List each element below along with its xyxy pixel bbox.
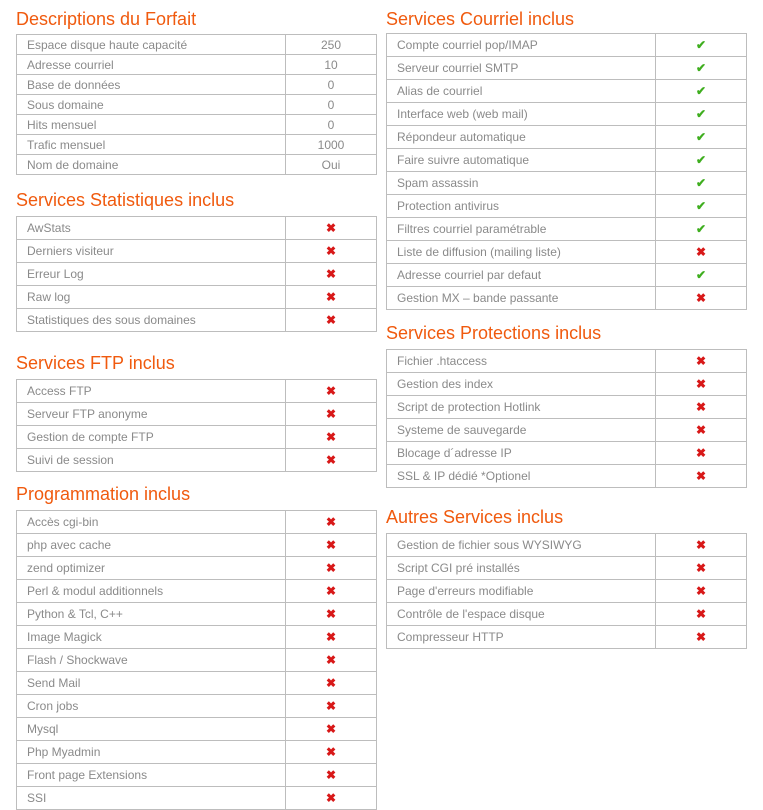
row-status bbox=[656, 34, 747, 57]
cross-icon: ✖ bbox=[325, 313, 337, 327]
row-label: Script de protection Hotlink bbox=[387, 396, 656, 419]
check-icon: ✔ bbox=[695, 176, 707, 190]
row-label: Raw log bbox=[17, 286, 286, 309]
cross-icon: ✖ bbox=[325, 745, 337, 759]
check-icon: ✔ bbox=[695, 107, 707, 121]
section-ftp bbox=[16, 352, 175, 374]
cross-icon: ✖ bbox=[325, 384, 337, 398]
row-label: Erreur Log bbox=[17, 263, 286, 286]
row-status bbox=[286, 217, 377, 240]
row-label: Sous domaine bbox=[17, 95, 286, 115]
row-label: Gestion des index bbox=[387, 373, 656, 396]
ftp-table bbox=[16, 379, 377, 472]
row-value: 250 bbox=[286, 35, 377, 55]
courriel-table bbox=[386, 33, 747, 310]
row-status bbox=[656, 126, 747, 149]
cross-icon: ✖ bbox=[695, 377, 707, 391]
row-status bbox=[656, 465, 747, 488]
cross-icon: ✖ bbox=[325, 407, 337, 421]
table-row bbox=[387, 580, 747, 603]
forfait-table bbox=[16, 34, 377, 175]
row-label: Send Mail bbox=[17, 672, 286, 695]
cross-icon: ✖ bbox=[325, 768, 337, 782]
table-row bbox=[17, 217, 377, 240]
row-label: Serveur courriel SMTP bbox=[387, 57, 656, 80]
stats-table bbox=[16, 216, 377, 332]
row-label: Suivi de session bbox=[17, 449, 286, 472]
table-row bbox=[17, 649, 377, 672]
row-label: Protection antivirus bbox=[387, 195, 656, 218]
row-status bbox=[656, 373, 747, 396]
row-label: Script CGI pré installés bbox=[387, 557, 656, 580]
check-icon: ✔ bbox=[695, 199, 707, 213]
cross-icon: ✖ bbox=[325, 607, 337, 621]
protections-table bbox=[386, 349, 747, 488]
row-status bbox=[286, 511, 377, 534]
cross-icon: ✖ bbox=[695, 245, 707, 259]
row-status bbox=[286, 309, 377, 332]
row-label: Liste de diffusion (mailing liste) bbox=[387, 241, 656, 264]
row-status bbox=[286, 741, 377, 764]
row-label: Base de données bbox=[17, 75, 286, 95]
table-row bbox=[17, 95, 377, 115]
table-row bbox=[387, 126, 747, 149]
row-label: Adresse courriel par defaut bbox=[387, 264, 656, 287]
table-row bbox=[387, 34, 747, 57]
section-protections bbox=[386, 322, 601, 344]
table-row bbox=[387, 442, 747, 465]
row-label: php avec cache bbox=[17, 534, 286, 557]
table-row bbox=[387, 626, 747, 649]
table-row bbox=[387, 103, 747, 126]
cross-icon: ✖ bbox=[695, 607, 707, 621]
section-courriel bbox=[386, 8, 574, 30]
row-label: Gestion de compte FTP bbox=[17, 426, 286, 449]
cross-icon: ✖ bbox=[325, 699, 337, 713]
table-row bbox=[17, 426, 377, 449]
row-status bbox=[286, 263, 377, 286]
table-row bbox=[17, 403, 377, 426]
row-label: Faire suivre automatique bbox=[387, 149, 656, 172]
row-label: Espace disque haute capacité bbox=[17, 35, 286, 55]
cross-icon: ✖ bbox=[325, 791, 337, 805]
row-status bbox=[656, 172, 747, 195]
row-status bbox=[286, 695, 377, 718]
cross-icon: ✖ bbox=[325, 630, 337, 644]
row-label: Interface web (web mail) bbox=[387, 103, 656, 126]
row-label: Python & Tcl, C++ bbox=[17, 603, 286, 626]
section-stats bbox=[16, 189, 234, 211]
row-label: Compresseur HTTP bbox=[387, 626, 656, 649]
section-title: Programmation inclus bbox=[16, 484, 191, 504]
row-label: Serveur FTP anonyme bbox=[17, 403, 286, 426]
row-status bbox=[656, 218, 747, 241]
row-status bbox=[656, 603, 747, 626]
cross-icon: ✖ bbox=[325, 453, 337, 467]
check-icon: ✔ bbox=[695, 130, 707, 144]
table-row bbox=[387, 373, 747, 396]
table-row bbox=[17, 135, 377, 155]
cross-icon: ✖ bbox=[695, 538, 707, 552]
section-title: Services Courriel inclus bbox=[386, 9, 575, 29]
row-label: Derniers visiteur bbox=[17, 240, 286, 263]
cross-icon: ✖ bbox=[325, 244, 337, 258]
table-row bbox=[387, 557, 747, 580]
row-status bbox=[286, 580, 377, 603]
row-label: Accès cgi-bin bbox=[17, 511, 286, 534]
cross-icon: ✖ bbox=[325, 430, 337, 444]
row-status bbox=[286, 672, 377, 695]
table-row bbox=[387, 465, 747, 488]
row-label: Perl & modul additionnels bbox=[17, 580, 286, 603]
row-status bbox=[656, 241, 747, 264]
row-status bbox=[656, 80, 747, 103]
row-label: Adresse courriel bbox=[17, 55, 286, 75]
section-title: Services Protections inclus bbox=[386, 323, 602, 343]
cross-icon: ✖ bbox=[695, 469, 707, 483]
row-status bbox=[286, 240, 377, 263]
row-status bbox=[656, 195, 747, 218]
row-status bbox=[656, 626, 747, 649]
row-status bbox=[286, 557, 377, 580]
row-label: Contrôle de l'espace disque bbox=[387, 603, 656, 626]
row-value: 10 bbox=[286, 55, 377, 75]
row-label: SSI bbox=[17, 787, 286, 810]
cross-icon: ✖ bbox=[325, 653, 337, 667]
row-status bbox=[286, 403, 377, 426]
row-label: Mysql bbox=[17, 718, 286, 741]
table-row bbox=[17, 115, 377, 135]
table-row bbox=[17, 55, 377, 75]
cross-icon: ✖ bbox=[695, 423, 707, 437]
section-title: Descriptions du Forfait bbox=[16, 9, 197, 29]
cross-icon: ✖ bbox=[695, 291, 707, 305]
cross-icon: ✖ bbox=[325, 515, 337, 529]
row-label: Image Magick bbox=[17, 626, 286, 649]
row-status bbox=[656, 557, 747, 580]
prog-table bbox=[16, 510, 377, 810]
row-label: Fichier .htaccess bbox=[387, 350, 656, 373]
row-status bbox=[286, 787, 377, 810]
row-value: 0 bbox=[286, 115, 377, 135]
table-row bbox=[387, 287, 747, 310]
cross-icon: ✖ bbox=[695, 446, 707, 460]
row-status bbox=[656, 419, 747, 442]
row-status bbox=[286, 449, 377, 472]
check-icon: ✔ bbox=[695, 84, 707, 98]
table-row bbox=[17, 309, 377, 332]
cross-icon: ✖ bbox=[325, 722, 337, 736]
section-title: Services FTP inclus bbox=[16, 353, 175, 373]
table-row bbox=[17, 449, 377, 472]
cross-icon: ✖ bbox=[325, 584, 337, 598]
table-row bbox=[387, 603, 747, 626]
table-row bbox=[387, 419, 747, 442]
row-status bbox=[286, 380, 377, 403]
row-status bbox=[656, 287, 747, 310]
row-label: Php Myadmin bbox=[17, 741, 286, 764]
check-icon: ✔ bbox=[695, 61, 707, 75]
row-status bbox=[656, 534, 747, 557]
row-status bbox=[286, 626, 377, 649]
table-row bbox=[17, 380, 377, 403]
table-row bbox=[387, 149, 747, 172]
row-label: Access FTP bbox=[17, 380, 286, 403]
row-label: SSL & IP dédié *Optionel bbox=[387, 465, 656, 488]
row-label: Blocage d´adresse IP bbox=[387, 442, 656, 465]
table-row bbox=[17, 511, 377, 534]
row-label: AwStats bbox=[17, 217, 286, 240]
row-label: Gestion MX – bande passante bbox=[387, 287, 656, 310]
table-row bbox=[387, 195, 747, 218]
row-label: Gestion de fichier sous WYSIWYG bbox=[387, 534, 656, 557]
row-status bbox=[656, 442, 747, 465]
row-label: Trafic mensuel bbox=[17, 135, 286, 155]
row-status bbox=[656, 149, 747, 172]
row-label: Hits mensuel bbox=[17, 115, 286, 135]
table-row bbox=[17, 603, 377, 626]
section-prog bbox=[16, 483, 190, 505]
cross-icon: ✖ bbox=[695, 354, 707, 368]
table-row bbox=[387, 350, 747, 373]
table-row bbox=[387, 534, 747, 557]
table-row bbox=[17, 263, 377, 286]
table-row bbox=[17, 787, 377, 810]
row-status bbox=[656, 57, 747, 80]
cross-icon: ✖ bbox=[325, 221, 337, 235]
table-row bbox=[387, 218, 747, 241]
section-title: Autres Services inclus bbox=[386, 507, 564, 527]
cross-icon: ✖ bbox=[695, 584, 707, 598]
row-status bbox=[656, 350, 747, 373]
table-row bbox=[387, 396, 747, 419]
row-status bbox=[286, 603, 377, 626]
row-status bbox=[286, 764, 377, 787]
cross-icon: ✖ bbox=[695, 400, 707, 414]
cross-icon: ✖ bbox=[325, 267, 337, 281]
table-row bbox=[17, 155, 377, 175]
table-row bbox=[387, 80, 747, 103]
row-status bbox=[656, 103, 747, 126]
table-row bbox=[17, 672, 377, 695]
row-label: Filtres courriel paramétrable bbox=[387, 218, 656, 241]
table-row bbox=[17, 75, 377, 95]
row-label: Répondeur automatique bbox=[387, 126, 656, 149]
cross-icon: ✖ bbox=[695, 630, 707, 644]
cross-icon: ✖ bbox=[325, 561, 337, 575]
check-icon: ✔ bbox=[695, 222, 707, 236]
cross-icon: ✖ bbox=[325, 290, 337, 304]
row-label: Cron jobs bbox=[17, 695, 286, 718]
table-row bbox=[17, 718, 377, 741]
cross-icon: ✖ bbox=[695, 561, 707, 575]
row-label: Spam assassin bbox=[387, 172, 656, 195]
cross-icon: ✖ bbox=[325, 676, 337, 690]
row-status bbox=[656, 264, 747, 287]
section-forfait bbox=[16, 8, 196, 30]
row-label: Statistiques des sous domaines bbox=[17, 309, 286, 332]
check-icon: ✔ bbox=[695, 153, 707, 167]
row-value: 0 bbox=[286, 95, 377, 115]
check-icon: ✔ bbox=[695, 38, 707, 52]
row-status bbox=[286, 534, 377, 557]
table-row bbox=[17, 695, 377, 718]
row-label: Front page Extensions bbox=[17, 764, 286, 787]
table-row bbox=[17, 240, 377, 263]
row-status bbox=[286, 426, 377, 449]
table-row bbox=[17, 580, 377, 603]
section-title: Services Statistiques inclus bbox=[16, 190, 235, 210]
row-status bbox=[286, 718, 377, 741]
table-row bbox=[17, 35, 377, 55]
table-row bbox=[17, 626, 377, 649]
row-label: Flash / Shockwave bbox=[17, 649, 286, 672]
row-label: Alias de courriel bbox=[387, 80, 656, 103]
table-row bbox=[17, 764, 377, 787]
row-label: Systeme de sauvegarde bbox=[387, 419, 656, 442]
row-status bbox=[656, 396, 747, 419]
table-row bbox=[17, 741, 377, 764]
table-row bbox=[17, 286, 377, 309]
table-row bbox=[17, 557, 377, 580]
row-value: 0 bbox=[286, 75, 377, 95]
table-row bbox=[387, 57, 747, 80]
table-row bbox=[387, 172, 747, 195]
row-status bbox=[656, 580, 747, 603]
check-icon: ✔ bbox=[695, 268, 707, 282]
row-status bbox=[286, 286, 377, 309]
row-value: 1000 bbox=[286, 135, 377, 155]
row-label: zend optimizer bbox=[17, 557, 286, 580]
row-label: Nom de domaine bbox=[17, 155, 286, 175]
row-label: Page d'erreurs modifiable bbox=[387, 580, 656, 603]
row-value: Oui bbox=[286, 155, 377, 175]
row-status bbox=[286, 649, 377, 672]
table-row bbox=[17, 534, 377, 557]
autres-table bbox=[386, 533, 747, 649]
section-autres bbox=[386, 506, 563, 528]
cross-icon: ✖ bbox=[325, 538, 337, 552]
row-label: Compte courriel pop/IMAP bbox=[387, 34, 656, 57]
table-row bbox=[387, 264, 747, 287]
table-row bbox=[387, 241, 747, 264]
